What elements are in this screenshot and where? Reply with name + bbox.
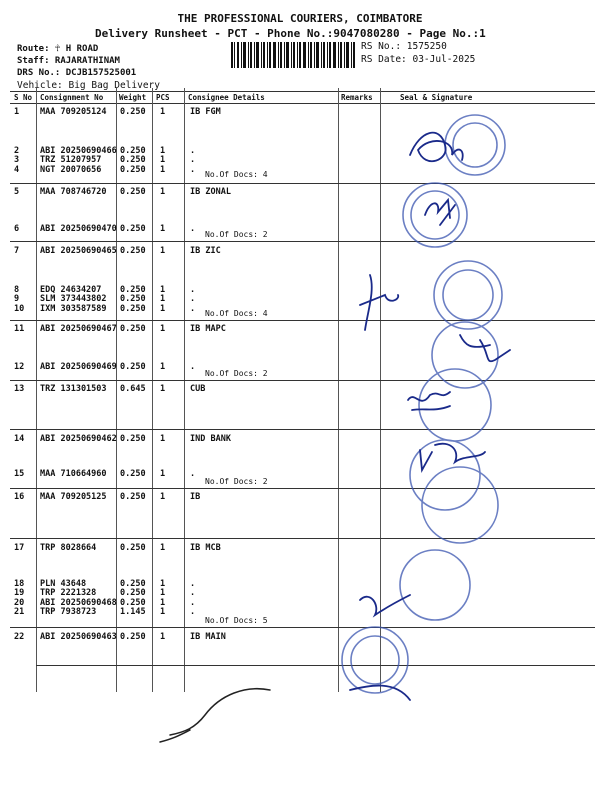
col-divider [36,88,37,692]
table-cell-sno: 14 [14,434,25,444]
table-cell-sno: 2 [14,146,20,156]
table-cell-sno: 20 [14,598,25,608]
table-cell-cons: . [190,579,196,589]
bank-stamp [432,322,498,388]
drs-label: DRS No.: DCJB157525001 [17,68,137,78]
table-cell-sno: 5 [14,187,20,197]
signature [360,595,410,615]
table-cell-wt: 0.250 [120,492,146,502]
table-cell-wt: 0.250 [120,304,146,314]
signature [460,335,510,361]
table-cell-wt: 0.250 [120,469,146,479]
table-cell-cons: . [190,165,196,175]
signature [408,392,450,410]
table-cell-cons: . [190,224,196,234]
table-cell-pcs: 1 [160,285,166,295]
table-cell-wt: 0.645 [120,384,146,394]
table-cell-cons: IB MAIN [190,632,226,642]
table-cell-cno: TRZ 51207957 [40,155,102,165]
table-cell-pcs: 1 [160,362,166,372]
table-cell-pcs: 1 [160,155,166,165]
table-cell-sno: 6 [14,224,20,234]
table-cell-cons: IB [190,492,201,502]
table-cell-cons: . [190,155,196,165]
docs-count: No.Of Docs: 2 [205,369,268,378]
table-cell-sno: 17 [14,543,25,553]
table-cell-pcs: 1 [160,543,166,553]
table-cell-cno: TRP 8028664 [40,543,97,553]
table-cell-cno: ABI 20250690463 [40,632,117,642]
table-cell-pcs: 1 [160,434,166,444]
table-cell-sno: 16 [14,492,25,502]
table-cell-cno: ABI 20250690462 [40,434,117,444]
table-cell-pcs: 1 [160,107,166,117]
table-cell-wt: 0.250 [120,155,146,165]
table-cell-pcs: 1 [160,579,166,589]
table-cell-wt: 0.250 [120,294,146,304]
table-cell-pcs: 1 [160,294,166,304]
table-cell-sno: 7 [14,246,20,256]
table-cell-wt: 0.250 [120,246,146,256]
table-cell-cons: IB ZIC [190,246,221,256]
table-cell-sno: 21 [14,607,25,617]
bank-stamp [400,550,470,620]
table-cell-sno: 4 [14,165,20,175]
table-cell-pcs: 1 [160,607,166,617]
table-cell-wt: 0.250 [120,324,146,334]
table-cell-cno: ABI 20250690469 [40,362,117,372]
table-cell-sno: 1 [14,107,20,117]
table-cell-sno: 15 [14,469,25,479]
table-cell-wt: 0.250 [120,588,146,598]
docs-count: No.Of Docs: 2 [205,477,268,486]
rs-date: RS Date: 03-Jul-2025 [361,54,476,65]
bank-stamp [351,636,399,684]
bank-stamp [411,191,459,239]
bank-stamp [443,270,493,320]
table-cell-cons: . [190,362,196,372]
col-header-pcs: PCS [156,93,170,102]
table-cell-cno: MAA 710664960 [40,469,107,479]
table-cell-sno: 18 [14,579,25,589]
docs-count: No.Of Docs: 4 [205,309,268,318]
table-cell-cno: MAA 708746720 [40,187,107,197]
table-cell-pcs: 1 [160,588,166,598]
table-cell-wt: 0.250 [120,543,146,553]
table-cell-sno: 10 [14,304,25,314]
table-cell-sno: 13 [14,384,25,394]
table-cell-wt: 0.250 [120,285,146,295]
table-cell-cons: . [190,607,196,617]
table-cell-sno: 22 [14,632,25,642]
table-cell-cons: IB MAPC [190,324,226,334]
bank-stamp [342,627,408,693]
table-cell-cno: NGT 20070656 [40,165,102,175]
bank-stamp [453,123,497,167]
barcode-image [231,42,355,68]
table-cell-sno: 9 [14,294,20,304]
table-cell-cno: SLM 373443802 [40,294,107,304]
seals-and-signatures [340,100,595,720]
table-cell-cons: . [190,285,196,295]
table-cell-wt: 1.145 [120,607,146,617]
table-cell-cno: ABI 20250690466 [40,146,117,156]
table-cell-cons: IB FGM [190,107,221,117]
table-cell-sno: 11 [14,324,25,334]
bank-stamp [434,261,502,329]
col-divider [184,88,185,692]
table-cell-cno: EDQ 24634207 [40,285,102,295]
table-top-rule [10,91,595,92]
col-divider [338,88,339,692]
vehicle-label: Vehicle: Big Bag Delivery [17,80,160,91]
rs-number: RS No.: 1575250 [361,41,447,52]
docs-count: No.Of Docs: 5 [205,616,268,625]
col-header-remarks: Remarks [341,93,373,102]
table-cell-cno: ABI 20250690468 [40,598,117,608]
col-header-weight: Weight [119,93,147,102]
table-cell-pcs: 1 [160,469,166,479]
col-header-consignment: Consignment No [40,93,104,102]
table-cell-cno: ABI 20250690465 [40,246,117,256]
table-cell-wt: 0.250 [120,187,146,197]
table-cell-cno: MAA 709205124 [40,107,107,117]
table-cell-cons: . [190,588,196,598]
runsheet-subtitle: Delivery Runsheet - PCT - Phone No.:9047080280 - Page No.:1 [95,27,486,40]
table-cell-cons: IND BANK [190,434,231,444]
table-cell-cons: IB ZONAL [190,187,231,197]
table-cell-pcs: 1 [160,632,166,642]
table-cell-cno: TRZ 131301503 [40,384,107,394]
table-cell-wt: 0.250 [120,579,146,589]
table-cell-wt: 0.250 [120,146,146,156]
table-cell-sno: 3 [14,155,20,165]
signature [360,275,398,330]
table-cell-cons: . [190,294,196,304]
signature [425,200,455,225]
table-cell-sno: 8 [14,285,20,295]
table-cell-cno: ABI 20250690467 [40,324,117,334]
table-cell-pcs: 1 [160,384,166,394]
table-cell-wt: 0.250 [120,598,146,608]
table-cell-cno: TRP 7938723 [40,607,97,617]
table-cell-cno: PLN 43648 [40,579,87,589]
table-cell-wt: 0.250 [120,107,146,117]
table-cell-cons: . [190,146,196,156]
table-cell-wt: 0.250 [120,632,146,642]
table-cell-pcs: 1 [160,598,166,608]
col-header-sno: S No [14,93,33,102]
table-cell-pcs: 1 [160,146,166,156]
table-cell-cno: MAA 709205125 [40,492,107,502]
table-cell-pcs: 1 [160,224,166,234]
table-cell-cno: IXM 303587589 [40,304,107,314]
company-title: THE PROFESSIONAL COURIERS, COIMBATORE [177,12,423,25]
col-divider [152,88,153,692]
staff-label: Staff: RAJARATHINAM [17,56,120,66]
table-cell-cons: IB MCB [190,543,221,553]
table-cell-cons: . [190,469,196,479]
table-cell-sno: 19 [14,588,25,598]
table-cell-wt: 0.250 [120,224,146,234]
table-cell-cons: CUB [190,384,206,394]
table-cell-cno: TRP 2221328 [40,588,97,598]
table-cell-sno: 12 [14,362,25,372]
table-cell-cons: . [190,304,196,314]
bank-stamp [445,115,505,175]
table-cell-pcs: 1 [160,304,166,314]
table-cell-pcs: 1 [160,165,166,175]
table-cell-pcs: 1 [160,324,166,334]
table-cell-wt: 0.250 [120,362,146,372]
col-header-consignee: Consignee Details [188,93,265,102]
bank-stamp [422,467,498,543]
bank-stamp [403,183,467,247]
docs-count: No.Of Docs: 4 [205,170,268,179]
bottom-signature [150,680,300,750]
docs-count: No.Of Docs: 2 [205,230,268,239]
table-cell-wt: 0.250 [120,434,146,444]
route-label: Route: ☥ H ROAD [17,44,99,54]
bank-stamp [419,369,491,441]
table-cell-cno: ABI 20250690470 [40,224,117,234]
table-cell-cons: . [190,598,196,608]
table-cell-pcs: 1 [160,187,166,197]
table-cell-pcs: 1 [160,492,166,502]
table-cell-wt: 0.250 [120,165,146,175]
col-header-seal: Seal & Signature [400,93,473,102]
signature [420,444,485,470]
table-cell-pcs: 1 [160,246,166,256]
